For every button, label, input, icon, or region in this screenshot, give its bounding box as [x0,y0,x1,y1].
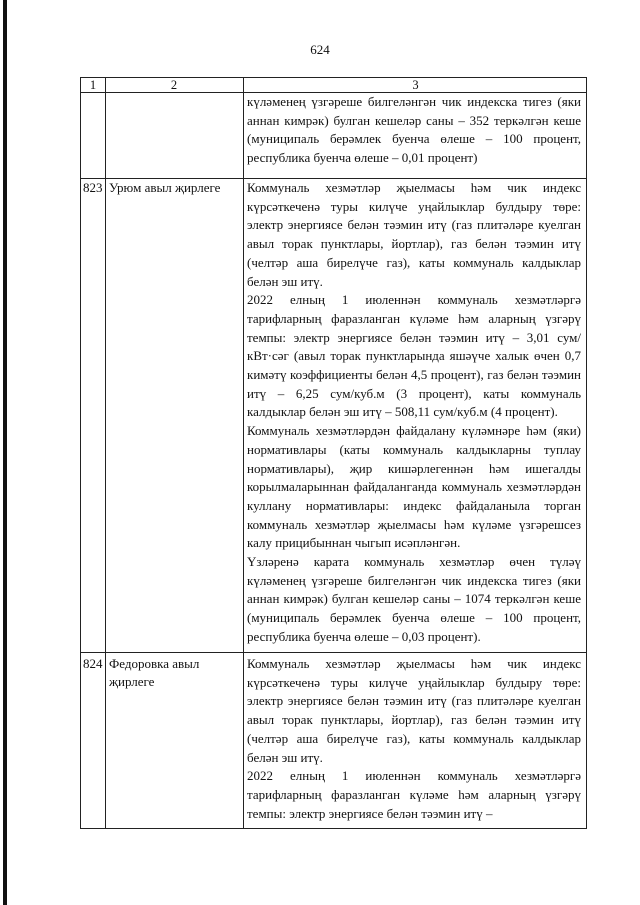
description-paragraph: 2022 елның 1 июленнән коммуналь хезмәтләргә тарифларның фаразланган күләме һәм аларның үзгәрү темпы: электр энергиясе белән тәэмин итү – 3,01 сум/кВт·сәг (авыл торак пунктларында яшәүче халык өчен 0,7 кимәтү коэффициенты белән 4,5 процент), газ белән тәэмин итү – 6,25 сум/куб.м (3 процент), каты коммуналь калдыклар белән эш итү – 508,11 сум/куб.м (4 процент). [247,292,581,420]
description-paragraph: 2022 елның 1 июленнән коммуналь хезмәтләргә тарифларның фаразланган күләме һәм аларның үзгәрү темпы: электр энергиясе белән тәэмин итү – [247,768,581,821]
description-paragraph: Үзләренә карата коммуналь хезмәтләр өчен түләү күләменең үзгәреше билгеләнгән чик индекска тигез (яки аннан кимрәк) булган кешеләр саны – 1074 теркәлгән кеше (муниципаль берәмлек буенча өлеше – 100 процент, республика буенча өлеше – 0,03 процент). [247,554,581,644]
description-paragraph: Коммуналь хезмәтләрдән файдалану күләмнәре һәм (яки) нормативлары (каты коммуналь калдыкларны туплау нормативлары), җир кишәрлегеннән һәм ишегалды корылмаларыннан файдаланганда коммуналь хезмәтләрдән куллану нормативлары: индекс файдаланыла торган коммуналь хезмәтләр җыелмасы һәм күләме үзгәрешсез калу прицибыннан чыгып исәпләнгән. [247,423,581,551]
column-divider [243,78,244,828]
row-number: 824 [83,656,103,671]
column-header: 1 [89,78,97,92]
settlement-name: Федоровка авыл җирлеге [109,656,200,689]
row-divider [81,652,586,653]
continuation-text [247,93,581,168]
column-header: 2 [170,78,178,92]
row-description [247,179,581,647]
description-paragraph: Коммуналь хезмәтләр җыелмасы һәм чик индекс күрсәткеченә туры килүче уңайлыклар булдыру төре: электр энергиясе белән тәэмин итү (газ плитәләре куелган авыл торак пунктлары, йортлар), газ белән тәэмин итү (челтәр аша бирелүче газ), каты коммуналь калдыклар белән эш итү. [247,656,581,765]
row-description [247,655,581,823]
continuation-paragraph: күләменең үзгәреше билгеләнгән чик индекска тигез (яки аннан кимрәк) булган кешеләр саны – 352 теркәлгән кеше (муниципаль берәмлек буенча өлеше – 100 процент, республика буенча өлеше – 0,01 процент) [247,94,581,166]
scan-edge-bar [3,0,7,905]
column-header: 3 [412,78,419,92]
description-paragraph: Коммуналь хезмәтләр җыелмасы һәм чик индекс күрсәткеченә туры килүче уңайлыклар булдыру төре: электр энергиясе белән тәэмин итү (газ плитәләре куелган авыл торак пунктлары, йортлар), газ белән тәэмин итү (челтәр аша бирелүче газ), каты коммуналь калдыклар белән эш итү. [247,180,581,289]
row-number: 823 [83,180,103,195]
data-table [80,77,587,829]
column-divider [105,78,106,828]
settlement-name: Урюм авыл җирлеге [109,180,221,195]
page-number: 624 [310,42,330,57]
